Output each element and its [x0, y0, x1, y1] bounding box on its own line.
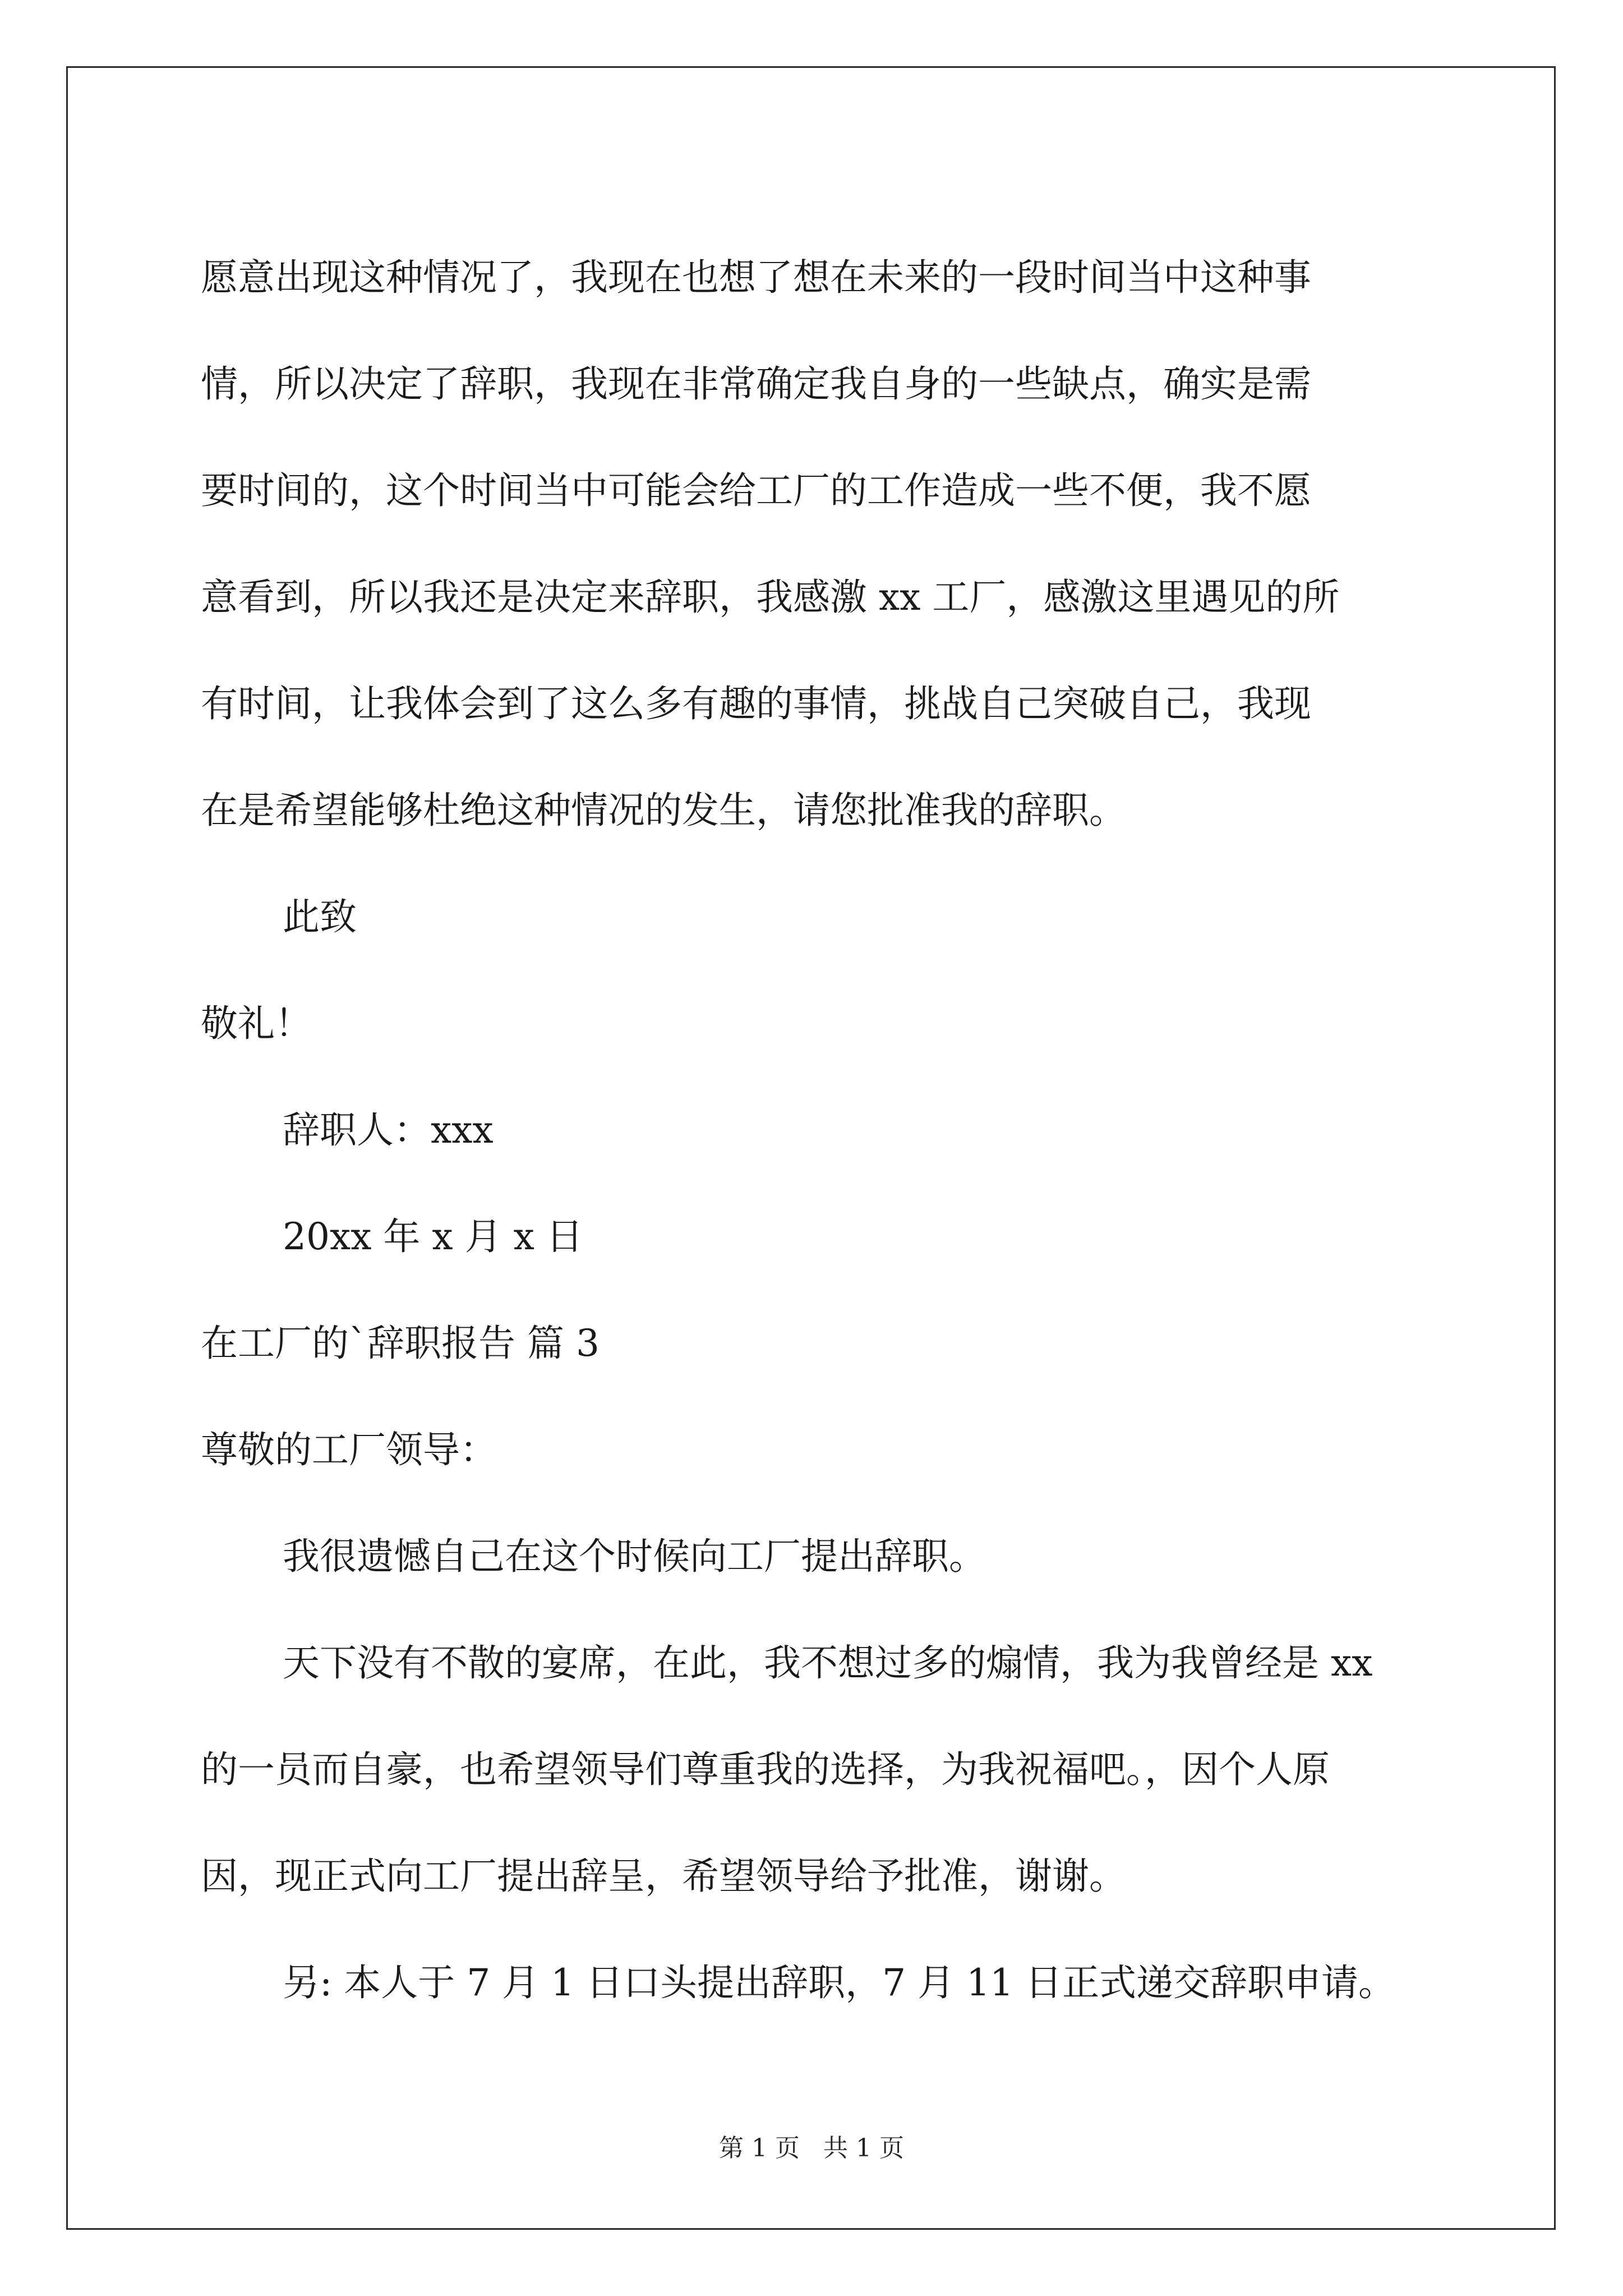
text-line: 的一员而自豪，也希望领导们尊重我的选择，为我祝福吧。，因个人原 — [201, 1748, 1330, 1791]
text-line: 愿意出现这种情况了，我现在也想了想在未来的一段时间当中这种事 — [201, 256, 1311, 299]
text-line: 意看到，所以我还是决定来辞职，我感激 xx 工厂，感激这里遇见的所 — [201, 576, 1340, 619]
page-number: 第 1 页 — [719, 2134, 800, 2162]
closing-regards: 敬礼！ — [201, 1002, 312, 1045]
page-total: 共 1 页 — [823, 2134, 904, 2162]
closing-salutation: 此致 — [283, 895, 357, 938]
document-body — [201, 224, 1451, 2036]
date-line: 20xx 年 x 月 x 日 — [283, 1215, 583, 1258]
text-line: 另: 本人于 7 月 1 日口头提出辞职，7 月 11 日正式递交辞职申请。 — [283, 1961, 1396, 2004]
section-title: 在工厂的`辞职报告 篇 3 — [201, 1322, 600, 1365]
text-line: 天下没有不散的宴席，在此，我不想过多的煽情，我为我曾经是 xx — [283, 1641, 1373, 1685]
text-line: 在是希望能够杜绝这种情况的发生，请您批准我的辞职。 — [201, 789, 1126, 832]
page-footer — [0, 2132, 1623, 2165]
text-line: 因，现正式向工厂提出辞呈，希望领导给予批准，谢谢。 — [201, 1855, 1126, 1898]
signatory: 辞职人：xxx — [283, 1108, 494, 1152]
text-line: 情，所以决定了辞职，我现在非常确定我自身的一些缺点，确实是需 — [201, 362, 1311, 406]
greeting: 尊敬的工厂领导： — [201, 1428, 497, 1471]
text-line: 要时间的，这个时间当中可能会给工厂的工作造成一些不便，我不愿 — [201, 469, 1311, 512]
text-line: 我很遗憾自己在这个时候向工厂提出辞职。 — [283, 1535, 986, 1578]
text-line: 有时间，让我体会到了这么多有趣的事情，挑战自己突破自己，我现 — [201, 682, 1311, 725]
